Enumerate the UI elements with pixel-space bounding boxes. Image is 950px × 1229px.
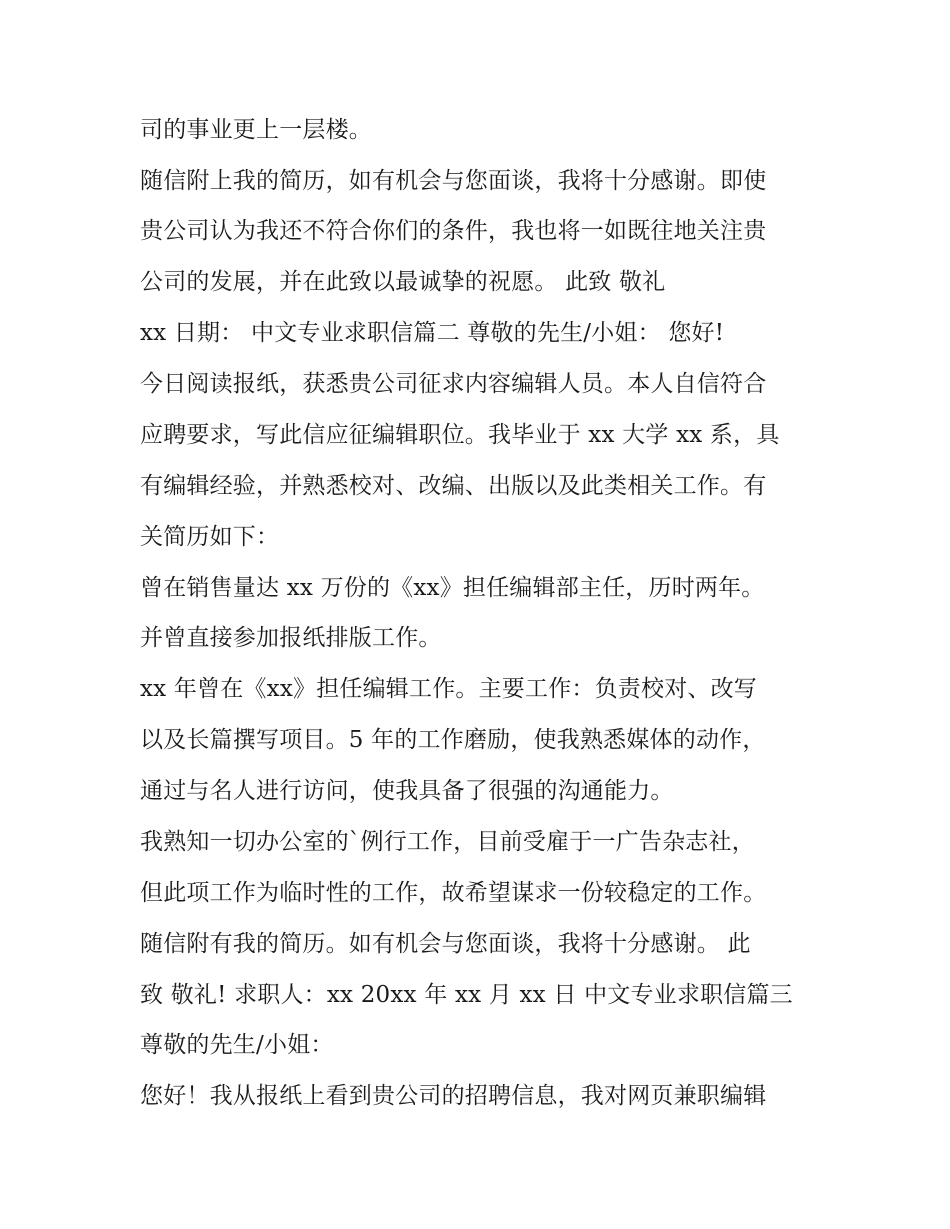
- text-line: xx 日期： 中文专业求职信篇二 尊敬的先生/小姐： 您好!: [140, 320, 725, 346]
- text-line: 有编辑经验，并熟悉校对、改编、出版以及此类相关工作。有: [140, 473, 767, 499]
- text-line: 但此项工作为临时性的工作，故希望谋求一份较稳定的工作。: [140, 880, 767, 906]
- text-line: 贵公司认为我还不符合你们的条件，我也将一如既往地关注贵: [140, 218, 767, 244]
- text-line: 曾在销售量达 xx 万份的《xx》担任编辑部主任，历时两年。: [140, 575, 765, 601]
- text-line: 今日阅读报纸，获悉贵公司征求内容编辑人员。本人自信符合: [140, 371, 767, 397]
- text-line: 并曾直接参加报纸排版工作。: [140, 625, 442, 651]
- text-line: 以及长篇撰写项目。5 年的工作磨励，使我熟悉媒体的动作，: [140, 727, 766, 753]
- text-line: 关简历如下：: [140, 524, 280, 550]
- text-line: 通过与名人进行访问，使我具备了很强的沟通能力。: [140, 778, 674, 804]
- text-line: 尊敬的先生/小姐：: [140, 1032, 334, 1058]
- text-line: 我熟知一切办公室的`例行工作，目前受雇于一广告杂志社，: [140, 829, 755, 855]
- text-line: 司的事业更上一层楼。: [140, 117, 372, 143]
- text-line: xx 年曾在《xx》担任编辑工作。主要工作：负责校对、改写: [140, 676, 757, 702]
- text-line: 随信附上我的简历，如有机会与您面谈，我将十分感谢。即使: [140, 168, 767, 194]
- text-line: 致 敬礼! 求职人：xx 20xx 年 xx 月 xx 日 中文专业求职信篇三: [140, 982, 793, 1008]
- text-line: 应聘要求，写此信应征编辑职位。我毕业于 xx 大学 xx 系，具: [140, 422, 780, 448]
- text-line: 公司的发展，并在此致以最诚挚的祝愿。 此致 敬礼: [140, 269, 666, 295]
- text-line: 您好！我从报纸上看到贵公司的招聘信息，我对网页兼职编辑: [140, 1083, 767, 1109]
- text-line: 随信附有我的简历。如有机会与您面谈，我将十分感谢。 此: [140, 931, 751, 957]
